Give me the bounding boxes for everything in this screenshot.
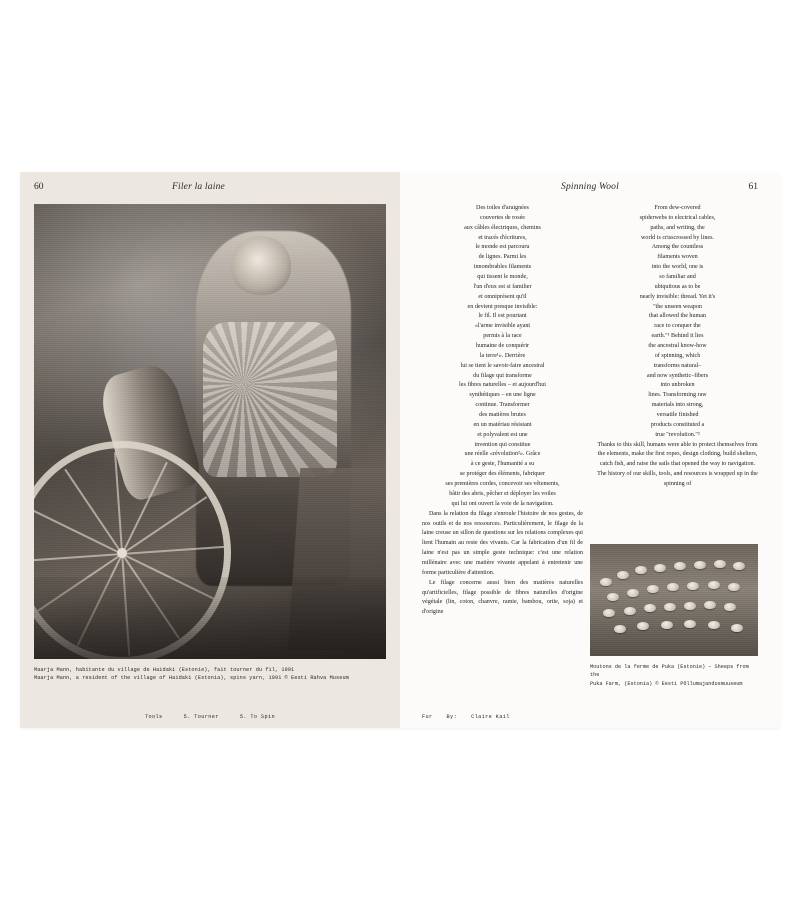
fr-poem-line: et tracés d'écritures, xyxy=(478,234,527,241)
fr-paragraph-2: Dans la relation du filage s'enroule l'histoire de nos gestes, de nos outils et de nos ressources. Particulièrement, le filage de la laine creuse un sillon de questions sur les relations complexes qui lient l'humain au reste des vivants. Car la fabrication d'un fil de laine n'est pas un simple geste technique: c'est une relation millénaire avec une matière vivante appelant à entretenir une forme particulière d'attention. xyxy=(422,510,583,576)
caption-line-en: Maarja Mann, a resident of the village of Haidaki (Estonia), spins yarn, 1991 © Eesti Rahva Museum xyxy=(34,675,349,682)
en-poem-line: From dew-covered xyxy=(654,205,701,211)
fr-poem-line: la terre¹». Derrière xyxy=(479,352,526,359)
right-folio-number: 61 xyxy=(748,182,758,192)
fr-poem-line: des matières brutes xyxy=(479,412,526,419)
column-french xyxy=(422,204,583,616)
en-poem-line: Among the countless xyxy=(651,244,704,251)
fr-poem-line: le monde est parcouru xyxy=(475,244,530,251)
fr-poem-line: humaine de conquérir xyxy=(475,343,530,350)
fr-poem-line: ses premières cordes, concevoir ses vêtements, xyxy=(445,481,560,488)
fr-poem-line: Des toiles d'araignées xyxy=(476,205,529,211)
fr-poem-line: et omniprésent qu'il xyxy=(478,293,527,300)
caption2-line-2: Puka Farm, (Estonia) © Eesti Põllumajandusmuuseum xyxy=(590,680,743,687)
fr-poem-line: se protéger des éléments, fabriquer xyxy=(459,471,546,478)
column-english xyxy=(597,204,758,534)
fr-poem-line: permis à la race xyxy=(483,333,522,340)
footer-label-tools: Tools xyxy=(144,714,163,720)
footer-label-fur: Fur xyxy=(422,714,433,720)
en-paragraph-2: Thanks to this skill, humans were able to protect themselves from the elements, make the first ropes, design clothing, build shelters, catch fish, and raise the sails that opened the way to navigation. xyxy=(597,441,758,468)
fr-poem-line: à ce geste, l'humanité a su xyxy=(470,461,535,468)
en-poem-line: into unbroken xyxy=(660,382,695,389)
en-poem-line: materials into strong, xyxy=(651,402,704,409)
en-poem-line: paths, and writing, the xyxy=(650,224,705,231)
left-photo-caption xyxy=(34,666,386,682)
en-poem-line: the ancestral know-how xyxy=(648,343,707,350)
left-folio-number: 60 xyxy=(34,182,44,192)
fr-poem-line: le fil. Il est pourtant xyxy=(478,313,527,320)
en-poem-line: lines. Transforming raw xyxy=(648,392,707,399)
en-poem-line: products constituted a xyxy=(650,421,705,428)
fr-poem-line: lui se tient le savoir-faire ancestral xyxy=(460,362,545,369)
book-spread xyxy=(20,172,780,728)
fr-poem-line: qui tissent le monde, xyxy=(477,274,528,281)
fr-poem-line: aux câbles électriques, chemins xyxy=(464,224,541,231)
sheep-flock-photo xyxy=(590,544,758,656)
left-page xyxy=(20,172,400,728)
fr-poem-line: une réelle «révolution²». Grâce xyxy=(464,451,541,458)
fr-poem-line: du filage qui transforme xyxy=(473,372,532,379)
right-page xyxy=(400,172,780,728)
en-poem-line: true "revolution."² xyxy=(655,431,700,438)
right-photo-caption xyxy=(590,663,758,688)
en-poem-line: transforms natural– xyxy=(653,362,702,369)
sheep-photo-grain xyxy=(590,544,758,656)
en-poem-line: ubiquitous as to be xyxy=(654,283,701,290)
en-poem-line: spiderwebs to electrical cables, xyxy=(639,214,716,221)
fr-poem-line: innombrables filaments xyxy=(473,264,532,271)
right-footer xyxy=(422,714,510,720)
en-poem-line: into the world, one is xyxy=(651,264,704,271)
en-poem-line: of spinning, which xyxy=(654,352,701,359)
en-poem-line: filaments woven xyxy=(657,254,698,261)
fr-poem-line: de lignes. Parmi les xyxy=(478,254,527,261)
fr-poem-line: «l'arme invisible ayant xyxy=(474,323,531,330)
en-poem-line: and now synthetic–fibers xyxy=(646,372,709,379)
en-paragraph-3: The history of our skills, tools, and resources is wrapped up in the spinning of xyxy=(597,471,758,488)
en-poem-line: earth."¹ Behind it lies xyxy=(651,333,704,340)
en-poem-line: that allowed the human xyxy=(648,313,707,320)
right-running-header xyxy=(422,182,758,196)
caption-line-fr: Maarja Mann, habitante du village de Haidaki (Estonie), fait tourner du fil, 1991 xyxy=(34,667,295,673)
footer-label-fr: 5. Tourner xyxy=(183,714,219,720)
fr-poem-line: continue. Transformer xyxy=(475,402,530,409)
en-poem-line: versatile finished xyxy=(656,412,699,419)
right-running-head-title: Spinning Wool xyxy=(561,182,619,192)
left-running-head-title: Filer la laine xyxy=(172,182,225,192)
en-poem-line: nearly invisible: thread. Yet it's xyxy=(639,293,716,300)
en-poem-line: so familiar and xyxy=(659,274,696,281)
fr-poem-line: invention qui constitue xyxy=(474,441,531,448)
footer-label-en: 5. To Spin xyxy=(239,714,275,720)
fr-poem-line: les fibres naturelles – et aujourd'hui xyxy=(459,382,546,389)
fr-paragraph-3: Le filage concerne aussi bien des matières naturelles qu'artificielles, filage possible de fibres naturelles d'origine végétale (lin, coton, chanvre, ramie, bambou, ortie, soja) et d'origine xyxy=(422,579,583,616)
en-poem-line: race to conquer the xyxy=(654,323,701,330)
en-poem-line: "the unseen weapon xyxy=(653,303,702,310)
fr-poem-line: et polyvalent est une xyxy=(477,431,528,438)
text-columns xyxy=(422,204,758,616)
photo-grain-overlay xyxy=(34,204,386,659)
fr-poem-line: couvertes de rosée xyxy=(479,214,525,221)
left-footer xyxy=(20,714,400,720)
caption2-line-1: Moutons de la ferme de Puka (Estonie) – Sheeps from the xyxy=(590,664,749,679)
spinning-woman-photo xyxy=(34,204,386,659)
footer-label-by: By: xyxy=(446,714,458,720)
en-poem-line: world is crisscrossed by lines. xyxy=(641,234,714,241)
fr-poem-line: en un matériau résistant xyxy=(473,421,532,428)
left-running-header xyxy=(34,182,386,196)
footer-author-name: Claire Kail xyxy=(471,714,510,720)
fr-poem-line: bâtir des abris, pêcher et déployer les voiles xyxy=(449,490,556,497)
fr-poem-line: en devient presque invisible: xyxy=(467,303,538,310)
fr-poem-line: synthétiques – en une ligne xyxy=(469,392,536,399)
fr-poem-line: qui lui ont ouvert la voie de la navigation. xyxy=(451,500,554,507)
fr-poem-line: l'un d'eux est si familier xyxy=(473,283,532,290)
